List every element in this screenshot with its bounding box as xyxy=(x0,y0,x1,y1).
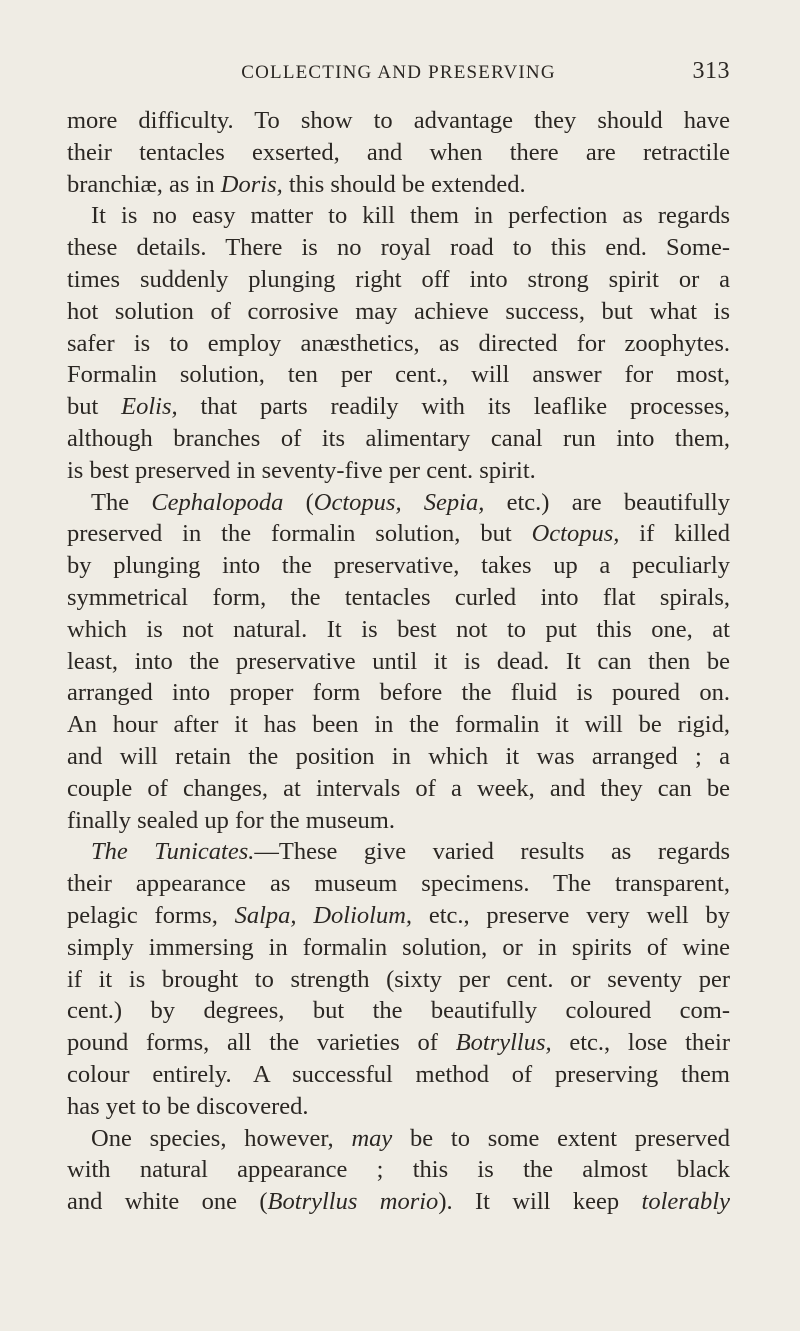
italic-text-segment: Doris, xyxy=(220,170,283,198)
text-segment: etc., lose their xyxy=(551,1029,730,1057)
text-line xyxy=(67,296,730,328)
text-segment: —These give varied results as regards xyxy=(254,838,731,866)
text-segment: One species, however, xyxy=(91,1124,352,1152)
text-segment: and white one ( xyxy=(67,1188,268,1216)
text-line xyxy=(67,487,730,519)
running-head xyxy=(67,58,730,90)
text-segment: simply immersing in formalin solution, or in spirits of wine xyxy=(67,933,730,961)
text-line xyxy=(67,1091,730,1123)
italic-text-segment: Cephalopoda xyxy=(151,488,284,516)
text-line xyxy=(67,582,730,614)
text-segment: by plunging into the preservative, takes up a peculiarly xyxy=(67,552,730,580)
body-text xyxy=(67,105,730,1218)
text-line xyxy=(67,550,730,582)
italic-text-segment: Botryllus morio xyxy=(267,1188,439,1216)
italic-text-segment: Eolis, xyxy=(121,393,178,421)
text-line xyxy=(67,1027,730,1059)
text-segment: times suddenly plunging right off into strong spirit or a xyxy=(67,265,730,293)
text-segment: pound forms, all the varieties of xyxy=(67,1029,456,1057)
text-segment: preserved in the formalin solution, but xyxy=(67,520,532,548)
text-line xyxy=(67,900,730,932)
text-segment: pelagic forms, xyxy=(67,901,235,929)
text-segment: that parts readily with its leaflike processes, xyxy=(177,393,730,421)
text-segment: has yet to be discovered. xyxy=(67,1092,309,1120)
text-line xyxy=(67,836,730,868)
text-segment: which is not natural. It is best not to put this one, at xyxy=(67,615,730,643)
text-segment: colour entirely. A successful method of preserving them xyxy=(67,1060,730,1088)
text-segment: ( xyxy=(283,488,314,516)
text-line xyxy=(67,677,730,709)
text-segment: with natural appearance ; this is the almost black xyxy=(67,1156,730,1184)
text-segment: although branches of its alimentary canal run into them, xyxy=(67,424,730,452)
italic-text-segment: Salpa, Doliolum, xyxy=(234,901,413,929)
text-segment: more difficulty. To show to advantage they should have xyxy=(67,107,730,134)
text-line xyxy=(67,741,730,773)
text-line xyxy=(67,391,730,423)
text-segment: etc., preserve very well by xyxy=(412,901,730,929)
text-line xyxy=(67,1154,730,1186)
text-segment: their appearance as museum specimens. The transparent, xyxy=(67,870,730,898)
text-line xyxy=(67,646,730,678)
text-line xyxy=(67,328,730,360)
text-line xyxy=(67,709,730,741)
italic-text-segment: Octopus, xyxy=(531,520,620,548)
text-line xyxy=(67,1186,730,1218)
text-segment: etc.) are beautifully xyxy=(484,488,730,516)
text-segment: these details. There is no royal road to this end. Some- xyxy=(67,234,730,262)
text-segment: their tentacles exserted, and when there are retractile xyxy=(67,138,730,166)
text-segment: branchiæ, as in xyxy=(67,170,221,198)
text-segment: least, into the preservative until it is dead. It can then be xyxy=(67,647,730,675)
text-line xyxy=(67,423,730,455)
text-line xyxy=(67,455,730,487)
text-line xyxy=(67,995,730,1027)
text-segment: couple of changes, at intervals of a week, and they can be xyxy=(67,774,730,802)
text-line xyxy=(67,518,730,550)
text-segment: but xyxy=(67,393,122,421)
italic-text-segment: Octopus, Sepia, xyxy=(313,488,485,516)
running-title: COLLECTING AND PRESERVING xyxy=(241,62,556,83)
text-segment: finally sealed up for the museum. xyxy=(67,806,395,834)
text-line xyxy=(67,200,730,232)
text-segment: Formalin solution, ten per cent., will answer for most, xyxy=(67,361,730,389)
text-segment: An hour after it has been in the formalin it will be rigid, xyxy=(67,711,730,739)
text-segment: if it is brought to strength (sixty per cent. or seventy per xyxy=(67,965,730,993)
text-line xyxy=(67,359,730,391)
text-segment: and will retain the position in which it was arranged ; a xyxy=(67,742,730,770)
text-segment: safer is to employ anæsthetics, as directed for zoophytes. xyxy=(67,329,730,357)
text-segment: arranged into proper form before the fluid is poured on. xyxy=(67,679,730,707)
text-line xyxy=(67,169,730,201)
text-segment: The xyxy=(91,488,152,516)
text-line xyxy=(67,805,730,837)
text-segment: ). It will keep xyxy=(438,1188,642,1216)
text-line xyxy=(67,932,730,964)
text-line xyxy=(67,964,730,996)
text-line xyxy=(67,614,730,646)
italic-text-segment: tolerably xyxy=(641,1188,730,1216)
text-segment: be to some extent preserved xyxy=(392,1124,730,1152)
text-segment: is best preserved in seventy-five per cent. spirit. xyxy=(67,456,536,484)
italic-text-segment: The Tunicates. xyxy=(91,838,255,866)
page-number: 313 xyxy=(692,58,730,84)
text-segment: this should be extended. xyxy=(282,170,526,198)
italic-text-segment: may xyxy=(351,1124,393,1152)
text-segment: if killed xyxy=(619,520,731,548)
italic-text-segment: Botryllus, xyxy=(455,1029,552,1057)
text-segment: cent.) by degrees, but the beautifully coloured com- xyxy=(67,997,730,1025)
text-line xyxy=(67,137,730,169)
text-segment: It is no easy matter to kill them in perfection as regards xyxy=(91,202,730,230)
text-segment: hot solution of corrosive may achieve success, but what is xyxy=(67,297,730,325)
text-line xyxy=(67,1123,730,1155)
text-line xyxy=(67,264,730,296)
text-line xyxy=(67,232,730,264)
text-line xyxy=(67,868,730,900)
text-line xyxy=(67,105,730,137)
text-line xyxy=(67,1059,730,1091)
text-segment: symmetrical form, the tentacles curled into flat spirals, xyxy=(67,583,730,611)
text-line xyxy=(67,773,730,805)
